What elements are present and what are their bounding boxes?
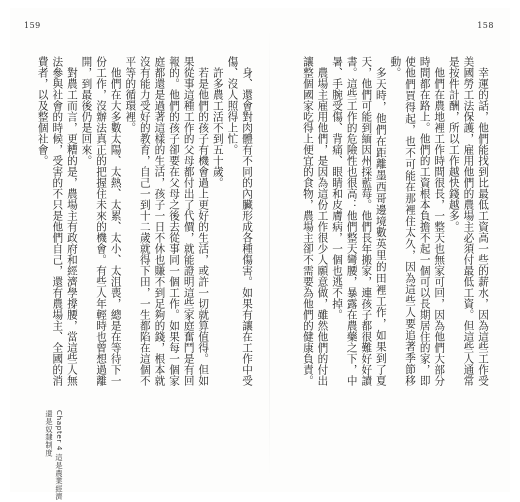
paragraph: 若是他們的孩子有機會過上更好的生活，或許一切就算值得。但如果從事這種工作的父母都付出了代價，就能證明這些家庭奮鬥是有回報的。他們的孩子卻要在父母之後去從事同一個工作。如果每一個家庭都還是過著這樣的生活，孩子一日不休也賺不到足夠的錢，根本就沒有能力受好的教育，自己一到十二歲就得下田，一生都陷在這個不平等的循環裡。 [124,56,210,386]
paragraph: 農場主雇用他們，是因為這份工作很少人願意做，雖然他們的付出讓整個國家吃得上便宜的食物，農場主卻不需要為他們的健康負責。 [301,56,329,386]
left-page-number: 159 [24,21,41,30]
paragraph: 他們在大多數太陽、太熱、太累、太小、太沮喪，總是在等待下一份工作，沒辦法真正的把握住未來的機會。有些人年輕時也曾想過離開，到最後仍是回來。 [80,56,122,386]
paragraph: 身、還會對肉體有不同的內臟形成各種傷害。如果有讓在工作中受傷、沒人照得上忙。 [226,56,253,386]
paragraph: 多天時，他們在距離墨西哥邊境數英里的田裡工作，如果到了夏天，他們可能到緬因州採藍莓。他們長年搬家，連孩子都很難好好讀書。這些工作的危險性也很高：他們整天彎腰，暴露在農藥之下，中暑、手腕受傷、背痛、眼睛和皮膚病，一個也逃不掉。 [331,56,387,386]
paragraph: 對農工而言，更糟的是，農場主有政府和經濟學撐腰，當這些人無法參與社會的時候，受害的不只是他們自己，還有農場主、全國的消費者，以及整個社會。 [36,56,78,386]
paragraph: 幸運的話，他們能找到比最低工資高一些的薪水，因為這些工作受美國勞工法保護，雇用他們的農場主必須付最低工資。但這些人通常是按件計酬，所以工作越快錢越多。 [447,56,489,386]
paragraph: 許多農工活不到五十歲。 [211,66,224,188]
left-page-body [36,56,254,386]
book-spread [10,8,510,501]
paragraph: 他們在農地裡工作時間很長，一整天也無家可回，因為他們大部分時間都在路上。他們的工資根本負擔不起一個可以長期居住的家，即使他們買得起，也不可能在那裡住太久，因為這些人要追著季節移動。 [389,56,446,386]
page-gutter [269,28,270,478]
right-page-body [286,56,490,386]
chapter-running-head: Chapter 4 這是農業經濟還是奴隸制度 [45,410,64,501]
right-page-number: 158 [477,21,494,30]
